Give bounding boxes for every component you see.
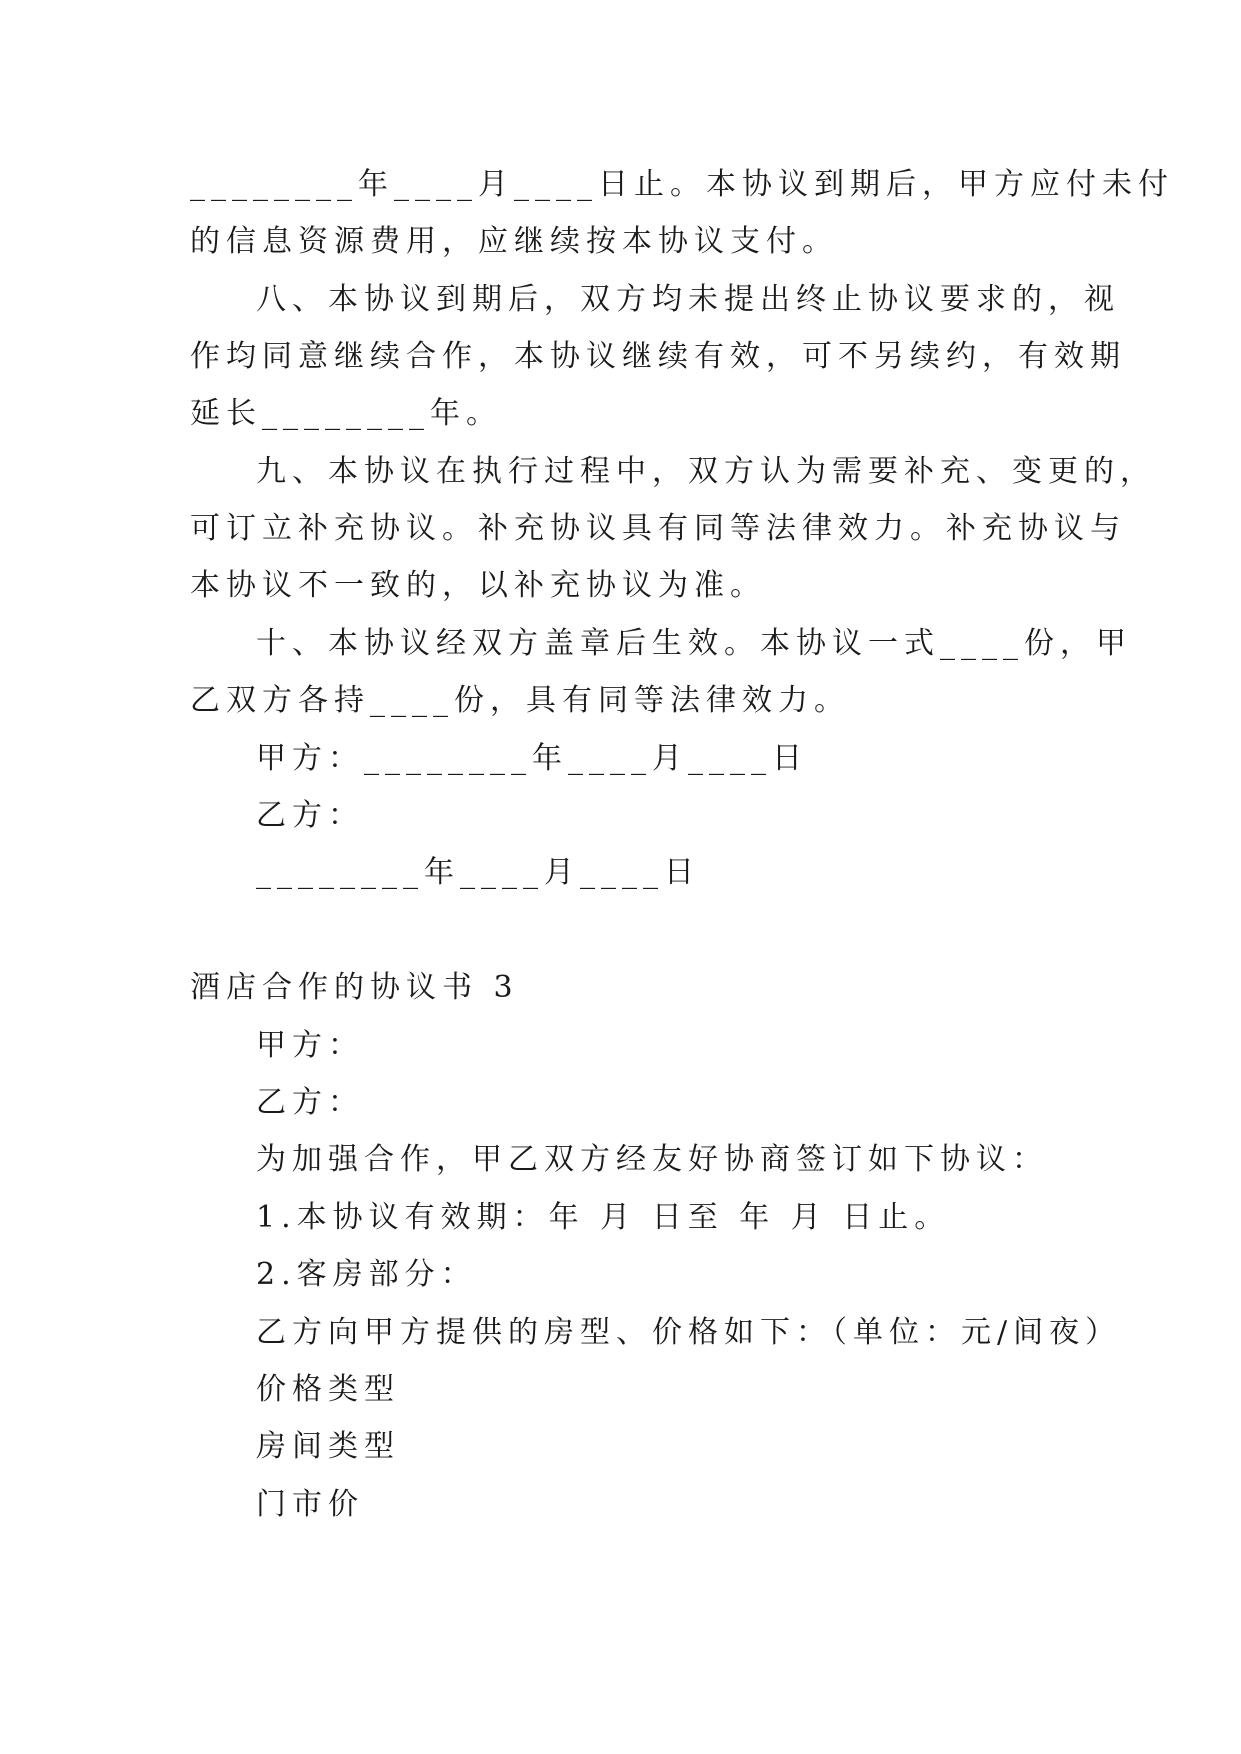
preamble-line: 为加强合作，甲乙双方经友好协商签订如下协议： [256,1142,1048,1177]
clause-9-line-1: 九、本协议在执行过程中，双方认为需要补充、变更的， [256,454,1156,489]
party-b-date-line: ________年____月____日 [256,855,700,890]
party-b-signature-line: 乙方： [256,798,364,833]
clause-8-line-3: 延长________年。 [190,396,502,431]
clause-9-line-3: 本协议不一致的，以补充协议为准。 [190,568,766,603]
price-type-label: 价格类型 [256,1372,400,1407]
paragraph-7-line-1: ________年____月____日止。本协议到期后，甲方应付未付 [190,167,1174,202]
party-b-line: 乙方： [256,1085,364,1120]
clause-8-line-2: 作均同意继续合作，本协议继续有效，可不另续约，有效期 [190,339,1126,374]
clause-9-line-2: 可订立补充协议。补充协议具有同等法律效力。补充协议与 [190,511,1126,546]
room-price-intro: 乙方向甲方提供的房型、价格如下：（单位：元/间夜） [256,1315,1122,1350]
item-1-validity: 1.本协议有效期：年 月 日至 年 月 日止。 [256,1200,951,1235]
party-a-line: 甲方： [256,1028,364,1063]
item-2-rooms: 2.客房部分： [256,1257,477,1292]
party-a-signature-line: 甲方：________年____月____日 [256,741,808,776]
section-title: 酒店合作的协议书 3 [190,970,519,1005]
paragraph-7-line-2: 的信息资源费用，应继续按本协议支付。 [190,224,838,259]
clause-10-line-1: 十、本协议经双方盖章后生效。本协议一式____份，甲 [256,626,1132,661]
room-type-label: 房间类型 [256,1429,400,1464]
clause-8-line-1: 八、本协议到期后，双方均未提出终止协议要求的，视 [256,282,1120,317]
clause-10-line-2: 乙双方各持____份，具有同等法律效力。 [190,683,850,718]
rack-rate-label: 门市价 [256,1487,364,1522]
